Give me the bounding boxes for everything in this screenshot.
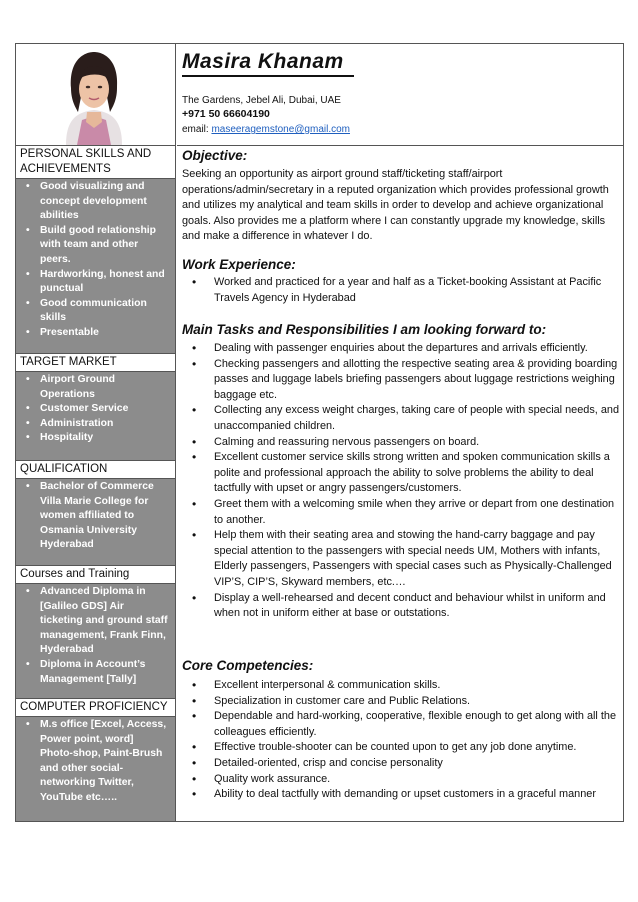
experience-heading: Work Experience: — [182, 257, 296, 272]
list-item: • Worked and practiced for a year and half as a Ticket-booking Assistant at Pacific Travels Agency in Hyderabad — [182, 275, 620, 306]
qualification-section-title: QUALIFICATION — [16, 460, 175, 479]
tasks-heading: Main Tasks and Responsibilities I am looking forward to: — [182, 322, 547, 337]
list-item: • Diploma in Account’s Management [Tally] — [26, 658, 169, 687]
competencies-heading: Core Competencies: — [182, 658, 314, 673]
main-content — [177, 44, 623, 821]
list-item: • Dealing with passenger enquiries about the departures and arrivals efficiently. — [182, 341, 620, 357]
list-item: • Help them with their seating area and stowing the hand-carry baggage and pay special attention to the passengers with special needs UM, Mothers with infants, Elderly passengers, Passengers with special cases such as Physically-Challenged VIP’S, CIP’S, Skyward members, etc.… — [182, 528, 620, 590]
email-line — [182, 123, 350, 136]
list-item: • Checking passengers and allotting the respective seating area & providing boarding passes and luggage labels briefing passengers about luggage restrictions weighing baggage etc. — [182, 357, 620, 404]
list-item: • Quality work assurance. — [182, 772, 620, 788]
list-item: • Specialization in customer care and Public Relations. — [182, 694, 620, 710]
market-list — [16, 373, 175, 446]
list-item: • Advanced Diploma in [Galileo GDS] Air ticketing and ground staff management, Frank Finn, Hyderabad — [26, 585, 169, 658]
tasks-list — [182, 341, 620, 622]
skills-list — [16, 180, 175, 341]
profile-photo — [44, 46, 144, 145]
qualification-list — [16, 480, 175, 553]
competencies-list — [182, 678, 620, 803]
list-item: • Hardworking, honest and punctual — [26, 268, 169, 297]
courses-list — [16, 585, 175, 687]
list-item: • Excellent customer service skills strong written and spoken communication skills a polite and professional approach the ability to solve problems the ability to deal tactfully with upset or angry passengers/customers. — [182, 450, 620, 497]
list-item: • Dependable and hard-working, cooperative, flexible enough to get along with all the colleagues efficiently. — [182, 709, 620, 740]
list-item: • Good visualizing and concept development abilities — [26, 180, 169, 224]
list-item: • Display a well-rehearsed and decent conduct and behaviour whilst in uniform and when not in uniform either at base or outstations. — [182, 591, 620, 622]
phone: +971 50 66604190 — [182, 108, 270, 120]
market-section-title: TARGET MARKET — [16, 353, 175, 372]
email-link[interactable]: maseeragemstone@gmail.com — [211, 124, 350, 135]
computer-section-title: COMPUTER PROFICIENCY — [16, 698, 175, 717]
list-item: • Build good relationship with team and other peers. — [26, 224, 169, 268]
courses-section-title: Courses and Training — [16, 565, 175, 584]
list-item: • Ability to deal tactfully with demanding or upset customers in a graceful manner — [182, 787, 620, 803]
objective-heading: Objective: — [182, 148, 248, 163]
address: The Gardens, Jebel Ali, Dubai, UAE — [182, 95, 341, 106]
list-item: • Good communication skills — [26, 297, 169, 326]
photo-area — [16, 44, 175, 145]
sidebar — [16, 44, 176, 821]
experience-list — [182, 275, 620, 306]
list-item: • Administration — [26, 417, 169, 432]
skills-section-title: PERSONAL SKILLS AND ACHIEVEMENTS — [16, 145, 175, 179]
list-item: • Airport Ground Operations — [26, 373, 169, 402]
list-item: • Detailed-oriented, crisp and concise personality — [182, 756, 620, 772]
list-item: • Hospitality — [26, 431, 169, 446]
list-item: • Calming and reassuring nervous passengers on board. — [182, 435, 620, 451]
resume-page — [15, 43, 624, 822]
list-item: • Effective trouble-shooter can be counted upon to get any job done anytime. — [182, 740, 620, 756]
list-item: • Customer Service — [26, 402, 169, 417]
list-item: • M.s office [Excel, Access, Power point, word] Photo-shop, Paint-Brush and other social-networking Twitter, YouTube etc….. — [26, 718, 169, 806]
computer-list — [16, 718, 175, 806]
email-label: email: — [182, 124, 212, 135]
candidate-name: Masira Khanam — [182, 50, 354, 77]
header-divider — [177, 145, 623, 146]
list-item: • Excellent interpersonal & communication skills. — [182, 678, 620, 694]
list-item: • Presentable — [26, 326, 169, 341]
list-item: • Bachelor of Commerce Villa Marie College for women affiliated to Osmania University Hyderabad — [26, 480, 169, 553]
objective-text: Seeking an opportunity as airport ground staff/ticketing staff/airport operations/admin/secretary in a reputed organization which provides professional growth and utilizes my analytical and team skills in order to develop and achieve organizational goals. Also provides me a platform where I can constantly upgrade my knowledge, skills and make a difference in whatever I do. — [182, 168, 609, 243]
list-item: • Collecting any excess weight charges, taking care of people with special needs, and unaccompanied children. — [182, 403, 620, 434]
list-item: • Greet them with a welcoming smile when they arrive or depart from one destination to another. — [182, 497, 620, 528]
